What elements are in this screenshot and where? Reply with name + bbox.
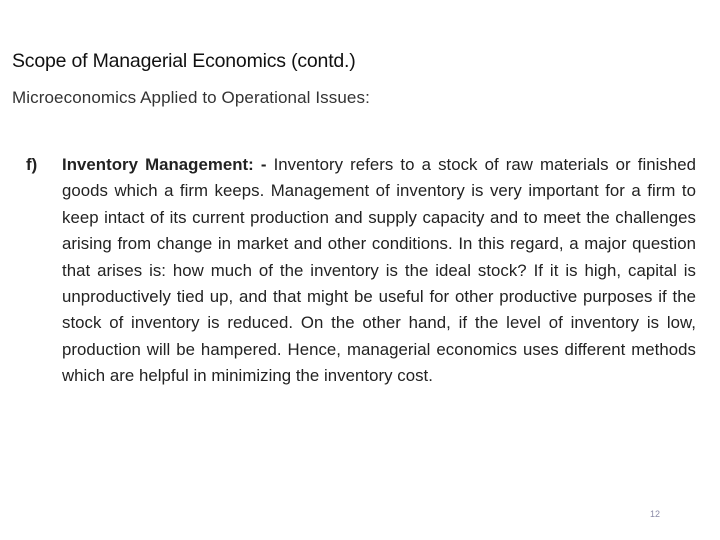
slide-subtitle: Microeconomics Applied to Operational Issues: bbox=[12, 88, 370, 107]
list-item bbox=[26, 152, 696, 390]
list-item-body: Inventory refers to a stock of raw materials or finished goods which a firm keeps. Management of inventory is very important for a firm to keep intact of its current production and supply capacity and to meet the challenges arising from change in market and other conditions. In this regard, a major question that arises is: how much of the inventory is the ideal stock? If it is high, capital is unproductively tied up, and that might be useful for other productive purposes if the stock of inventory is reduced. On the other hand, if the level of inventory is low, production will be hampered. Hence, managerial economics uses different methods which are helpful in minimizing the inventory cost. bbox=[62, 155, 696, 386]
slide-title: Scope of Managerial Economics (contd.) bbox=[12, 50, 356, 72]
list-item-marker: f) bbox=[26, 155, 38, 174]
list-item-text bbox=[62, 152, 696, 390]
page-number: 12 bbox=[650, 509, 661, 519]
list-item-heading: Inventory Management: - bbox=[62, 155, 267, 174]
